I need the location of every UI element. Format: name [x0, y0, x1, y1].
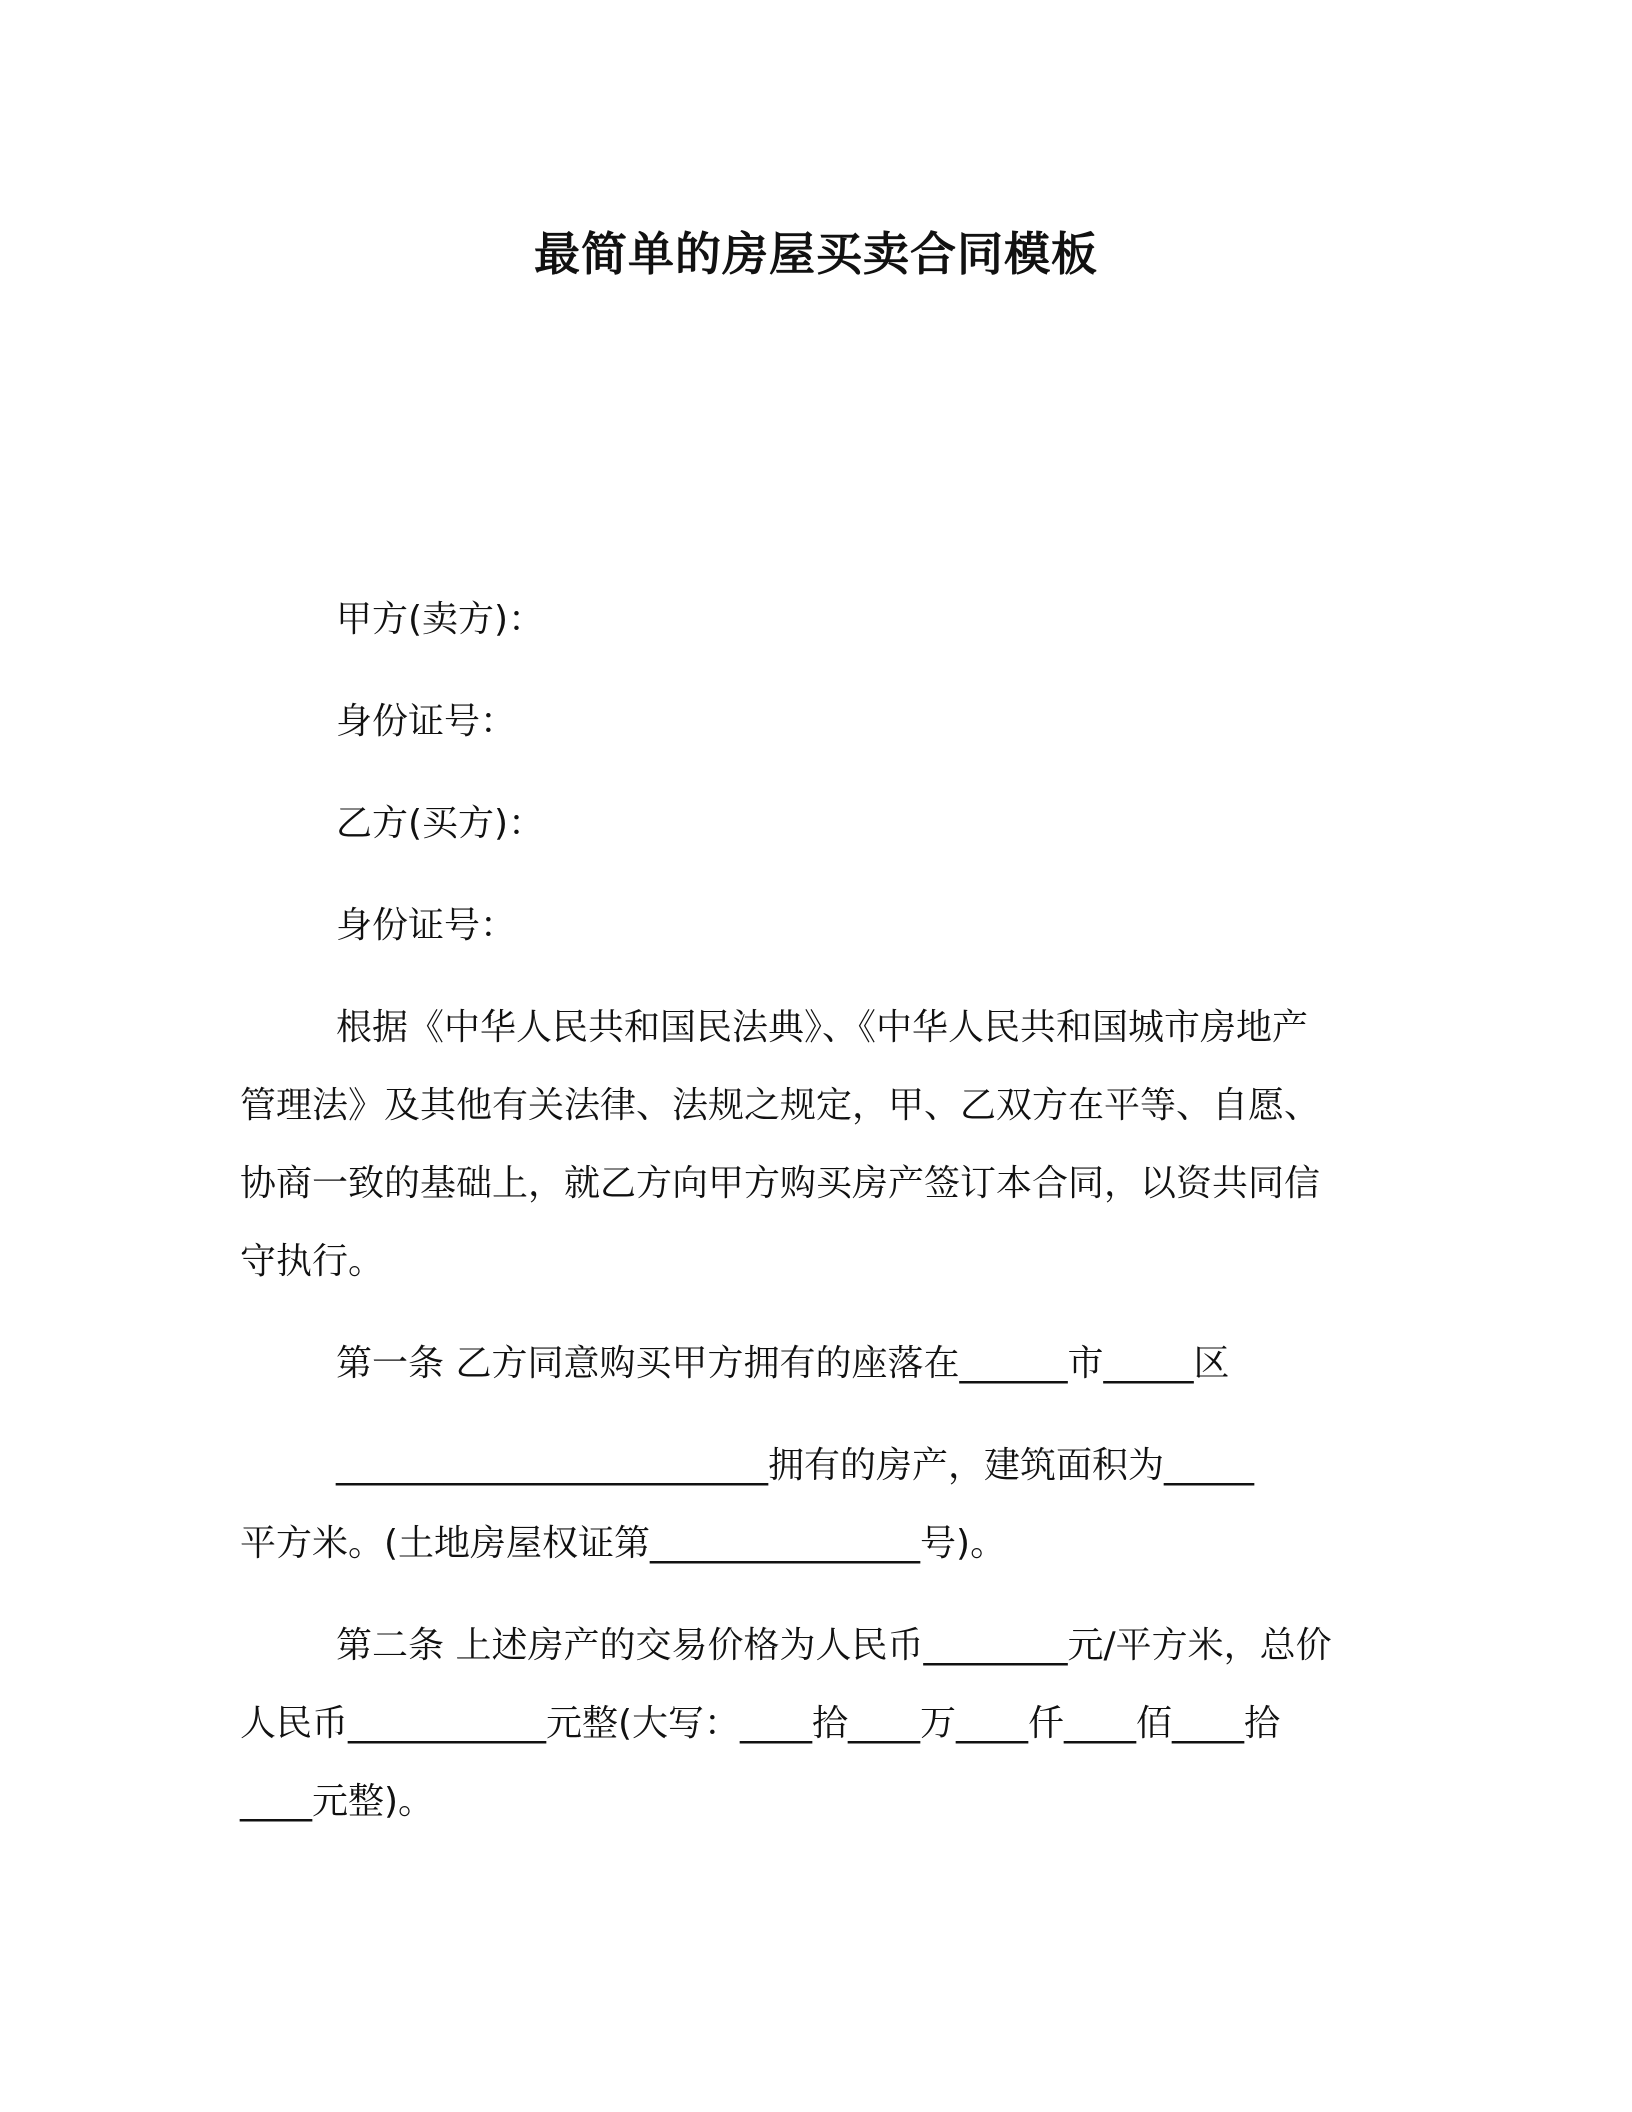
article-2-line-3: ____元整)。 [240, 1781, 435, 1822]
preamble-line-4: 守执行。 [240, 1241, 385, 1282]
party-a-id-label: 身份证号： [336, 701, 517, 742]
party-b-id-label: 身份证号： [336, 905, 517, 946]
article-1-line-1: 第一条 乙方同意购买甲方拥有的座落在______市_____区 [336, 1343, 1230, 1384]
article-2-line-1: 第二条 上述房产的交易价格为人民币________元/平方米，总价 [336, 1625, 1332, 1666]
preamble-line-2: 管理法》及其他有关法律、法规之规定，甲、乙双方在平等、自愿、 [240, 1085, 1321, 1126]
article-1-line-2: ________________________拥有的房产，建筑面积为_____ [336, 1445, 1255, 1486]
article-1-line-3: 平方米。(土地房屋权证第_______________号)。 [240, 1523, 1007, 1564]
party-a-seller-label: 甲方(卖方)： [336, 599, 545, 640]
preamble-line-3: 协商一致的基础上，就乙方向甲方购买房产签订本合同，以资共同信 [240, 1163, 1321, 1204]
preamble-line-1: 根据《中华人民共和国民法典》、《中华人民共和国城市房地产 [336, 1007, 1309, 1048]
article-2-line-2: 人民币___________元整(大写：____拾____万____仟____佰____拾 [240, 1703, 1281, 1744]
document-title: 最简单的房屋买卖合同模板 [534, 227, 1098, 281]
party-b-buyer-label: 乙方(买方)： [336, 803, 545, 844]
